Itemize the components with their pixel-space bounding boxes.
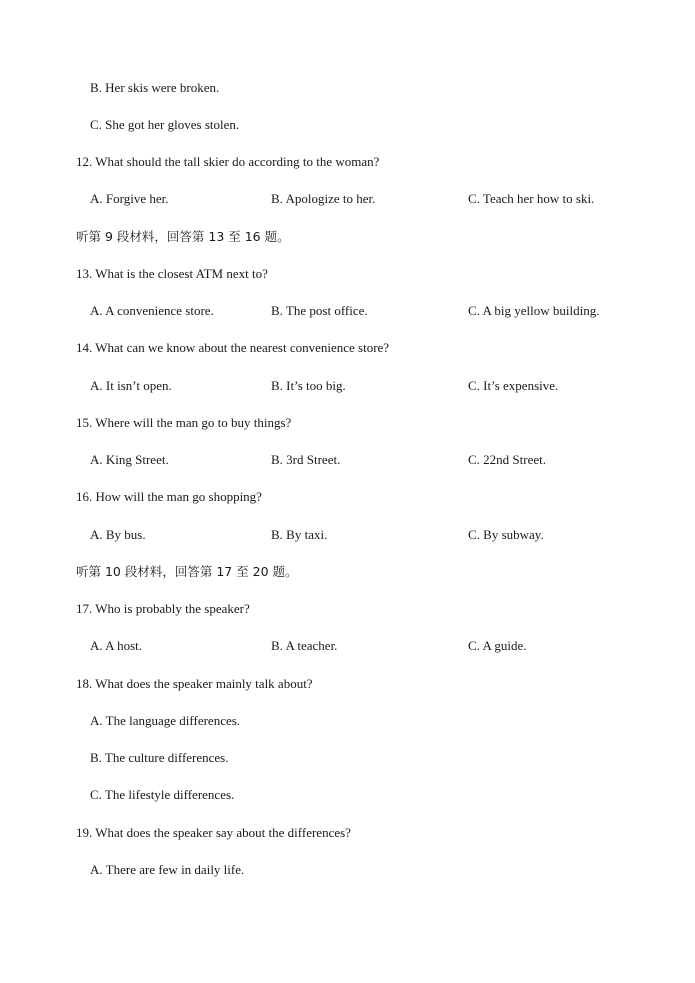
q17-option-a: A. A host. [90,638,143,653]
q11-option-c: C. She got her gloves stolen. [90,117,240,132]
q14-option-b: B. It’s too big. [271,378,346,393]
q18-option-c: C. The lifestyle differences. [90,787,235,802]
question-18: 18. What does the speaker mainly talk about? [76,676,313,691]
q15-option-b: B. 3rd Street. [271,452,341,467]
section-heading-9: 听第 9 段材料，回答第 13 至 16 题。 [76,229,290,244]
q11-option-b: B. Her skis were broken. [90,80,220,95]
q18-option-a: A. The language differences. [90,713,241,728]
q19-option-a: A. There are few in daily life. [90,862,245,877]
section-heading-10: 听第 10 段材料，回答第 17 至 20 题。 [76,564,298,579]
q14-option-a: A. It isn’t open. [90,378,172,393]
question-13: 13. What is the closest ATM next to? [76,266,268,281]
q16-option-c: C. By subway. [468,527,544,542]
q13-option-b: B. The post office. [271,303,368,318]
q17-option-b: B. A teacher. [271,638,338,653]
q16-option-b: B. By taxi. [271,527,328,542]
question-17: 17. Who is probably the speaker? [76,601,250,616]
q13-option-c: C. A big yellow building. [468,303,600,318]
q15-option-c: C. 22nd Street. [468,452,546,467]
question-16: 16. How will the man go shopping? [76,489,262,504]
q15-option-a: A. King Street. [90,452,169,467]
q17-option-c: C. A guide. [468,638,527,653]
q16-option-a: A. By bus. [90,527,146,542]
q18-option-b: B. The culture differences. [90,750,229,765]
q12-option-b: B. Apologize to her. [271,191,376,206]
q13-option-a: A. A convenience store. [90,303,214,318]
question-15: 15. Where will the man go to buy things? [76,415,292,430]
question-12: 12. What should the tall skier do according to the woman? [76,154,380,169]
question-14: 14. What can we know about the nearest convenience store? [76,340,390,355]
q12-option-a: A. Forgive her. [90,191,169,206]
question-19: 19. What does the speaker say about the differences? [76,825,351,840]
q12-option-c: C. Teach her how to ski. [468,191,595,206]
q14-option-c: C. It’s expensive. [468,378,559,393]
